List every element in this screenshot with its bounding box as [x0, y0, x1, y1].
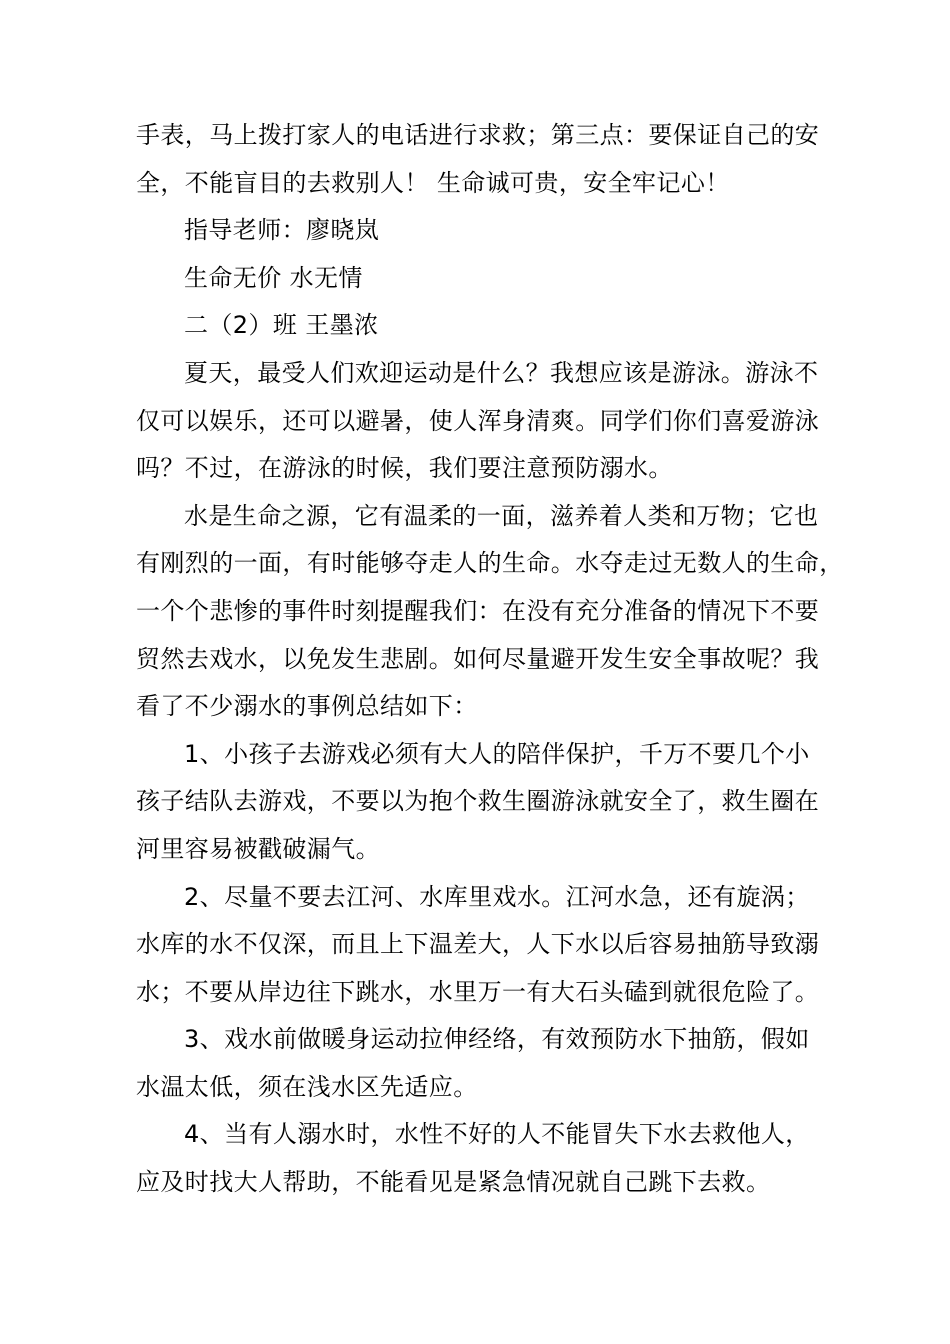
text-line: 看了不少溺水的事例总结如下： — [136, 692, 478, 721]
text-line: 一个个悲惨的事件时刻提醒我们：在没有充分准备的情况下不要 — [136, 596, 820, 625]
document-body — [136, 112, 844, 1207]
paragraph — [136, 493, 844, 731]
paragraph — [136, 350, 820, 493]
text-line: 水；不要从岸边往下跳水，水里万一有大石头磕到就很危险了。 — [136, 977, 820, 1006]
text-line: 夏天，最受人们欢迎运动是什么？我想应该是游泳。游泳不 — [184, 358, 819, 387]
text-line: 3、戏水前做暖身运动拉伸经络，有效预防水下抽筋，假如 — [184, 1025, 810, 1054]
paragraph — [136, 731, 820, 874]
text-line: 二（2）班 王墨浓 — [184, 311, 379, 340]
text-line: 有刚烈的一面，有时能够夺走人的生命。水夺走过无数人的生命， — [136, 549, 844, 578]
paragraph — [136, 302, 816, 350]
paragraph — [136, 874, 820, 1017]
text-line: 水是生命之源，它有温柔的一面，滋养着人类和万物；它也 — [184, 501, 819, 530]
text-line: 2、尽量不要去江河、水库里戏水。江河水急，还有旋涡； — [184, 882, 810, 911]
text-line: 水温太低，须在浅水区先适应。 — [136, 1072, 478, 1101]
text-line: 仅可以娱乐，还可以避暑，使人浑身清爽。同学们你们喜爱游泳 — [136, 406, 820, 435]
paragraph — [136, 1111, 816, 1206]
text-line: 1、小孩子去游戏必须有大人的陪伴保护，千万不要几个小 — [184, 739, 810, 768]
text-line: 孩子结队去游戏，不要以为抱个救生圈游泳就安全了，救生圈在 — [136, 787, 820, 816]
text-line: 指导老师：廖晓岚 — [184, 216, 380, 245]
paragraph — [136, 112, 820, 207]
text-line: 贸然去戏水，以免发生悲剧。如何尽量避开发生安全事故呢？我 — [136, 644, 820, 673]
text-line: 手表，马上拨打家人的电话进行求救；第三点：要保证自己的安 — [136, 121, 820, 149]
text-line: 4、当有人溺水时，水性不好的人不能冒失下水去救他人， — [184, 1120, 810, 1149]
paragraph — [136, 255, 816, 303]
paragraph — [136, 1016, 816, 1111]
text-line: 全，不能盲目的去救别人！ 生命诚可贵，安全牢记心！ — [136, 168, 730, 197]
paragraph — [136, 207, 816, 255]
text-line: 河里容易被戳破漏气。 — [136, 834, 380, 863]
text-line: 应及时找大人帮助，不能看见是紧急情况就自己跳下去救。 — [136, 1168, 771, 1197]
text-line: 水库的水不仅深，而且上下温差大，人下水以后容易抽筋导致溺 — [136, 930, 820, 959]
text-line: 生命无价 水无情 — [184, 263, 363, 292]
text-line: 吗？不过，在游泳的时候，我们要注意预防溺水。 — [136, 454, 673, 483]
